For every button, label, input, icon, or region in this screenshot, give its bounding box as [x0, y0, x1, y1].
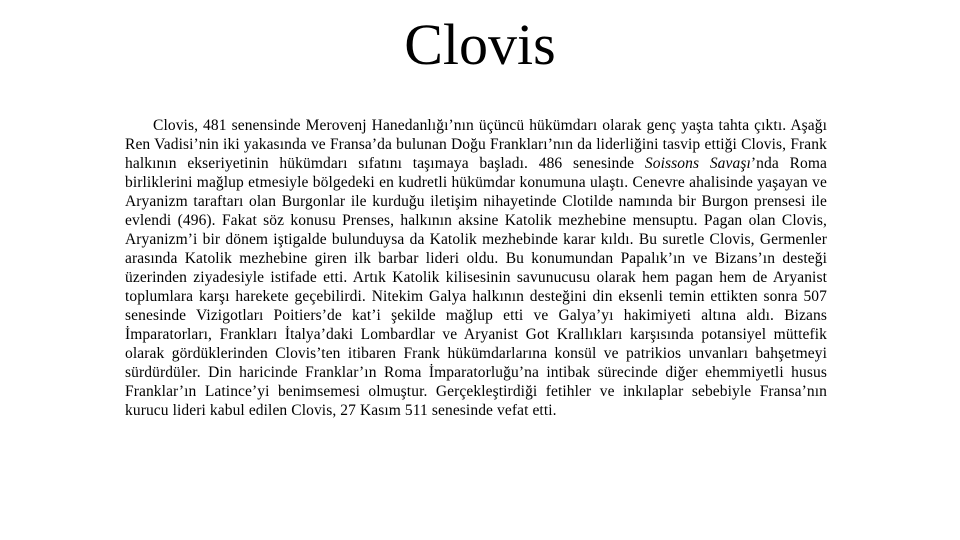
- paragraph-italic-term: Soissons Savaşı: [644, 155, 751, 172]
- body-paragraph: [125, 116, 827, 420]
- paragraph-lead: Clovis: [153, 117, 195, 134]
- paragraph-text-part1: , 481 senensinde Merovenj Hanedanlığı’nın üçüncü hükümdarı olarak genç yaşta tahta çıktı. Aşağı Ren Vadisi’nin iki yakasında ve Fransa’da bulunan Doğu Frankları’nın da liderliğini tasvip ettiği Clovis, Frank halkının ekseriyetinin hükümdarı sıfatını taşımaya başladı. 486 senesinde: [125, 117, 827, 172]
- slide-title: Clovis: [404, 12, 556, 77]
- paragraph-text-part2: ’nda Roma birliklerini mağlup etmesiyle bölgedeki en kudretli hükümdar konumuna ulaştı. Cenevre ahalisinde yaşayan ve Aryanizm taraftarı olan Burgonlar ile kurduğu iletişim nihayetinde Clotilde namında bir Burgon prensesi ile evlendi (496). Fakat söz konusu Prenses, halkının aksine Katolik mezhebine mensuptu. Pagan olan Clovis, Aryanizm’i bir dönem iştigalde bulunduysa da Katolik mezhebinde karar kıldı. Bu suretle Clovis, Germenler arasında Katolik mezhebine giren ilk barbar lideri oldu. Bu konumundan Papalık’ın ve Bizans’ın desteği üzerinden ziyadesiyle istifade etti. Artık Katolik kilisesinin savunucusu olarak hem pagan hem de Aryanist toplumlara karşı harekete geçebilirdi. Nitekim Galya halkının desteğini din eksenli temin ettikten sonra 507 senesinde Vizigotları Poitiers’de kat’i şekilde mağlup etti ve Galya’yı hakimiyeti altına aldı. Bizans İmparatorları, Frankları İtalya’daki Lombardlar ve Aryanist Got Krallıkları karşısında potansiyel müttefik olarak gördüklerinden Clovis’ten itibaren Frank hükümdarlarına konsül ve patrikios unvanları bahşetmeyi sürdürdüler. Din haricinde Franklar’ın Roma İmparatorluğu’na intibak sürecinde diğer ehemmiyetli husus Franklar’ın Latince’yi benimsemesi olmuştur. Gerçekleştirdiği fetihler ve inkılaplar sebebiyle Fransa’nın kurucu lideri kabul edilen Clovis, 27 Kasım 511 senesinde vefat etti.: [125, 155, 828, 419]
